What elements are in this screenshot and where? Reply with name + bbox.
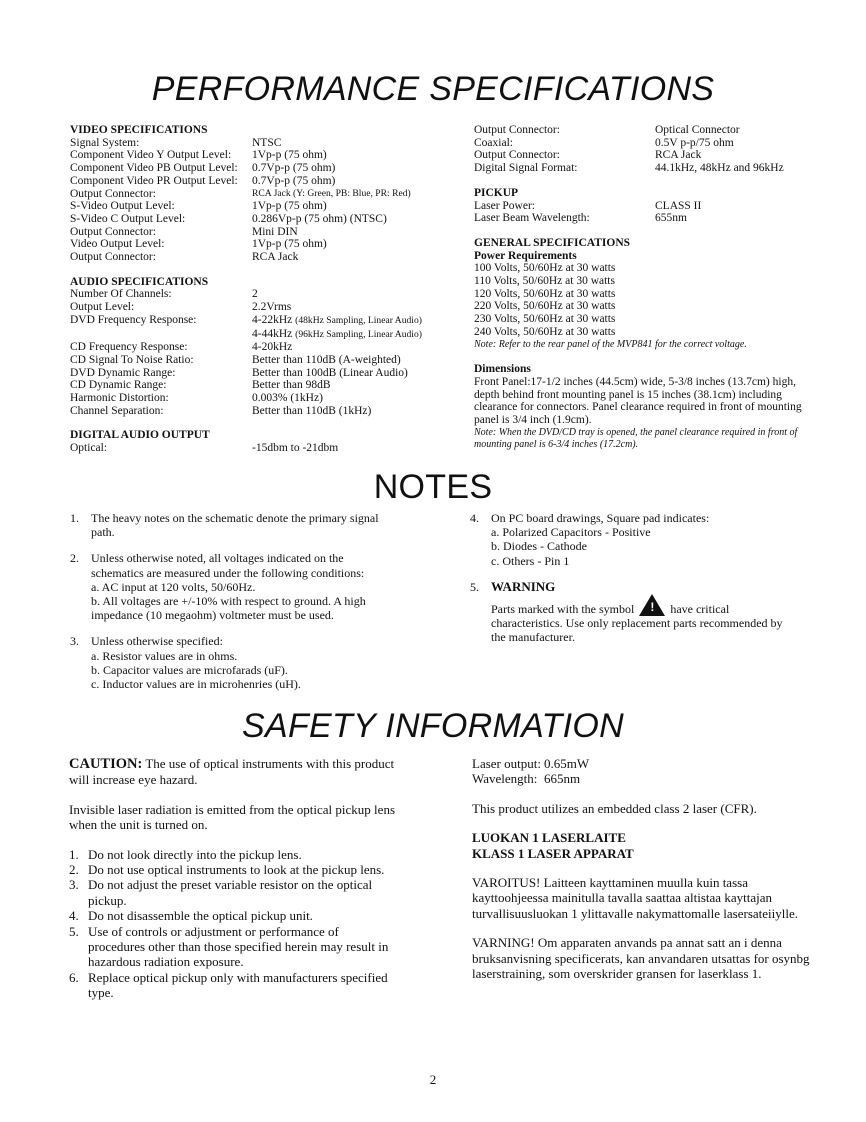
note-item (70, 551, 390, 622)
safety-text: Use of controls or adjustment or performance of procedures other than those specified herein may result in hazardous radiation exposure. (88, 923, 389, 970)
note-line: a. AC input at 120 volts, 50/60Hz. (91, 579, 256, 594)
safety-number: 6. (69, 969, 79, 985)
note-line: b. Capacitor values are microfarads (uF). (91, 662, 288, 677)
note-line: On PC board drawings, Square pad indicates: (491, 511, 710, 525)
warning-triangle-icon (639, 594, 665, 616)
spec-label: Coaxial: (474, 136, 513, 149)
spec-row (70, 392, 460, 405)
spec-label: Digital Signal Format: (474, 162, 578, 175)
warning-text-before: Parts marked with the symbol (491, 602, 635, 617)
spec-row (70, 213, 460, 226)
spec-label: Component Video PB Output Level: (70, 162, 238, 175)
laser-output-row (472, 756, 812, 771)
spec-value: 1Vp-p (75 ohm) (252, 200, 327, 213)
general-heading: GENERAL SPECIFICATIONS (474, 236, 631, 249)
spec-row (70, 341, 460, 354)
caution-text: The use of optical instruments with this product will increase eye hazard. (69, 756, 395, 788)
spec-value: 0.7Vp-p (75 ohm) (252, 162, 336, 175)
digital-heading: DIGITAL AUDIO OUTPUT (70, 429, 210, 442)
audio-heading: AUDIO SPECIFICATIONS (70, 275, 209, 288)
safety-title: SAFETY INFORMATION (242, 707, 624, 745)
safety-list (69, 847, 399, 1001)
spec-value: 0.5V p-p/75 ohm (655, 136, 734, 149)
note-line: a. Resistor values are in ohms. (91, 648, 238, 663)
wavelength-label: Wavelength: (472, 771, 538, 787)
safety-item (69, 970, 399, 1001)
safety-item (69, 924, 399, 970)
spec-value: 1Vp-p (75 ohm) (252, 238, 327, 251)
spec-label: Harmonic Distortion: (70, 392, 169, 405)
spec-label: Channel Separation: (70, 404, 164, 417)
power-heading: Power Requirements (474, 249, 577, 262)
caution-paragraph (69, 756, 399, 788)
spec-value: 0.286Vp-p (75 ohm) (NTSC) (252, 212, 387, 225)
power-note: Note: Refer to the rear panel of the MVP841 for the correct voltage. (474, 338, 747, 350)
warning-title: WARNING (491, 578, 556, 594)
note-item (70, 511, 390, 539)
spec-value: CLASS II (655, 199, 702, 212)
spec-row (70, 137, 460, 150)
safety-item (69, 862, 399, 877)
note-item (470, 511, 790, 568)
note-line: b. All voltages are +/-10% with respect to ground. A high impedance (10 megaohm) voltmeter must be used. (91, 594, 366, 623)
warning-item (470, 580, 790, 645)
spec-value: Better than 110dB (1kHz) (252, 404, 372, 417)
laser-specs (472, 756, 812, 787)
spec-value-main: 4-22kHz (252, 313, 293, 326)
spec-row (474, 200, 804, 213)
warning-symbol: ! (650, 600, 655, 615)
safety-item (69, 908, 399, 923)
spec-label: Component Video Y Output Level: (70, 149, 232, 162)
power-line: 220 Volts, 50/60Hz at 30 watts (474, 300, 616, 313)
spec-label: DVD Frequency Response: (70, 313, 197, 326)
spec-value: NTSC (252, 136, 282, 149)
varoitus-paragraph: VAROITUS! Laitteen kayttaminen muulla kuin tassa kayttoohjeessa mainitulla tavalla saattaa altistaa kayttajan turvallisuusluokan 1 ylittavalle nakymattomalle lasersateiiylle. (472, 875, 798, 921)
spec-row (70, 238, 460, 251)
spec-value: RCA Jack (252, 251, 299, 264)
klass-title: KLASS 1 LASER APPARAT (472, 845, 634, 861)
spec-label: Output Connector: (474, 149, 560, 162)
note-item (70, 634, 390, 691)
warning-body (491, 580, 790, 645)
spec-row (70, 175, 460, 188)
spec-row (70, 188, 460, 201)
spec-row (70, 367, 460, 380)
safety-text: Do not look directly into the pickup lens. (88, 846, 302, 862)
spec-value-note: (48kHz Sampling, Linear Audio) (295, 314, 422, 326)
dimensions-text: Front Panel:17-1/2 inches (44.5cm) wide, 5-3/8 inches (13.7cm) high, depth behind front mounting panel is 15 inches (38.1cm) including clearance for connectors. Panel clearance required in front of mounting panel is 3/4 inch (1.9cm). (474, 375, 802, 427)
note-line: c. Others - Pin 1 (491, 553, 570, 568)
spacer (474, 175, 804, 187)
notes-right-column (470, 511, 790, 657)
spec-row (70, 162, 460, 175)
spec-value-main: 4-44kHz (252, 327, 293, 340)
note-line: a. Polarized Capacitors - Positive (491, 525, 651, 540)
spec-row (70, 251, 460, 264)
note-line: c. Inductor values are in microhenries (uH). (91, 677, 301, 692)
right-spec-column (474, 124, 804, 452)
safety-text: Do not adjust the preset variable resistor on the optical pickup. (88, 877, 373, 908)
invisible-laser-paragraph: Invisible laser radiation is emitted from the optical pickup lens when the unit is turned on. (69, 801, 395, 833)
spec-value: -15dbm to -21dbm (252, 442, 339, 455)
note-number: 3. (70, 634, 79, 649)
spec-value: 2 (252, 288, 258, 301)
safety-text: Replace optical pickup only with manufacturers specified type. (88, 969, 388, 1001)
spec-label: Output Connector: (70, 187, 156, 200)
page-number: 2 (429, 1072, 437, 1087)
spec-row (70, 301, 460, 314)
spec-row (474, 162, 804, 175)
safety-item (69, 847, 399, 862)
spacer (70, 417, 460, 429)
note-body (91, 511, 390, 539)
safety-text: Do not disassemble the optical pickup unit. (88, 908, 313, 924)
left-spec-column (70, 124, 460, 455)
spec-label: DVD Dynamic Range: (70, 366, 176, 379)
spec-row (474, 149, 804, 162)
spec-label: S-Video C Output Level: (70, 212, 186, 225)
safety-number: 2. (69, 862, 79, 878)
spec-row (70, 442, 460, 455)
spec-label: S-Video Output Level: (70, 200, 175, 213)
spec-label: Video Output Level: (70, 238, 165, 251)
safety-number: 1. (69, 846, 79, 862)
spec-label: Number Of Channels: (70, 288, 172, 301)
power-line: 110 Volts, 50/60Hz at 30 watts (474, 275, 615, 288)
spec-label: Laser Beam Wavelength: (474, 212, 590, 225)
note-body (91, 551, 390, 622)
power-line: 100 Volts, 50/60Hz at 30 watts (474, 262, 616, 275)
spec-value: 2.2Vrms (252, 301, 292, 314)
notes-title: NOTES (373, 468, 493, 506)
notes-left-column (70, 511, 390, 703)
spec-value: Better than 98dB (252, 379, 331, 392)
note-body (91, 634, 390, 691)
spec-label: Optical: (70, 442, 108, 455)
wavelength-row (472, 771, 812, 786)
luokan-heading-block (472, 830, 812, 861)
dimensions-heading: Dimensions (474, 363, 531, 376)
spec-label: CD Frequency Response: (70, 341, 188, 354)
spec-row (70, 379, 460, 392)
laser-output-value: 0.65mW (544, 756, 590, 771)
power-line: 230 Volts, 50/60Hz at 30 watts (474, 313, 616, 326)
spec-value (252, 314, 422, 328)
note-body (491, 511, 790, 568)
spec-value: RCA Jack (655, 149, 702, 162)
video-heading: VIDEO SPECIFICATIONS (70, 124, 208, 136)
luokan-title: LUOKAN 1 LASERLAITE (472, 830, 626, 846)
spec-value-note: (96kHz Sampling, Linear Audio) (295, 328, 422, 340)
spec-value: 4-20kHz (252, 341, 293, 354)
safety-right-column (472, 756, 812, 995)
spacer (474, 351, 804, 363)
spacer (474, 225, 804, 237)
power-line: 120 Volts, 50/60Hz at 30 watts (474, 287, 616, 300)
safety-number: 3. (69, 877, 79, 893)
spec-label: CD Signal To Noise Ratio: (70, 353, 194, 366)
note-number: 4. (470, 511, 479, 525)
spec-value: 0.003% (1kHz) (252, 392, 323, 405)
note-number: 5. (470, 579, 479, 594)
note-line: Unless otherwise noted, all voltages indicated on the schematics are measured under the following conditions: (91, 551, 365, 580)
spec-label: Output Connector: (70, 225, 156, 238)
varning-paragraph: VARNING! Om apparaten anvands pa annat satt an i denna bruksanvisning specificerats, kan anvandaren utsattas for osynbg laserstraining, som overskrider gransen for laserklass 1. (472, 935, 810, 982)
safety-text: Do not use optical instruments to look at the pickup lens. (88, 862, 385, 878)
spec-value: 1Vp-p (75 ohm) (252, 149, 327, 162)
spec-value: RCA Jack (Y: Green, PB: Blue, PR: Red) (252, 187, 411, 199)
embedded-laser-paragraph: This product utilizes an embedded class 2 laser (CFR). (472, 800, 757, 816)
spec-row (474, 137, 804, 150)
performance-title: PERFORMANCE SPECIFICATIONS (151, 70, 715, 108)
caution-label: CAUTION: (69, 756, 143, 772)
spec-label: Output Connector: (474, 124, 560, 136)
note-line: Unless otherwise specified: (91, 634, 223, 649)
audio-rows (70, 288, 460, 417)
spec-row (70, 149, 460, 162)
spec-value: Better than 110dB (A-weighted) (252, 353, 401, 366)
spec-value (252, 328, 422, 342)
pickup-heading: PICKUP (474, 186, 519, 199)
spec-value: Better than 100dB (Linear Audio) (252, 366, 408, 379)
spec-value: 44.1kHz, 48kHz and 96kHz (655, 162, 784, 175)
spec-row (70, 354, 460, 367)
spec-row (70, 328, 460, 342)
safety-number: 5. (69, 923, 79, 939)
spec-label: Component Video PR Output Level: (70, 174, 238, 187)
safety-item (69, 877, 399, 908)
spec-row (70, 314, 460, 328)
safety-number: 4. (69, 908, 79, 924)
laser-output-label: Laser output: (472, 756, 541, 771)
video-rows (70, 137, 460, 264)
spec-value: Mini DIN (252, 225, 298, 238)
digital-output-rows (474, 124, 804, 175)
spec-label: Output Connector: (70, 251, 156, 264)
safety-left-column (69, 756, 399, 1001)
spec-label (70, 328, 252, 342)
spacer (70, 264, 460, 276)
spec-row (70, 288, 460, 301)
warning-text (491, 594, 790, 645)
spec-value: 0.7Vp-p (75 ohm) (252, 174, 336, 187)
spec-label: Laser Power: (474, 199, 535, 212)
spec-row (474, 212, 804, 225)
dimensions-note: Note: When the DVD/CD tray is opened, the panel clearance required in front of mounting panel is 6-3/4 inches (17.2cm). (474, 426, 798, 451)
note-number: 1. (70, 511, 79, 525)
spec-label: Signal System: (70, 136, 140, 149)
wavelength-value: 665nm (544, 771, 581, 787)
note-line: b. Diodes - Cathode (491, 539, 587, 554)
spec-row (70, 200, 460, 213)
spec-label: Output Level: (70, 301, 135, 314)
spec-label: CD Dynamic Range: (70, 379, 167, 392)
note-line: The heavy notes on the schematic denote the primary signal path. (91, 511, 379, 540)
spec-row (70, 405, 460, 418)
note-number: 2. (70, 551, 79, 566)
warning-text-after: have critical characteristics. Use only replacement parts recommended by the manufacturer. (491, 602, 783, 645)
spec-row (474, 124, 804, 137)
spec-row (70, 226, 460, 239)
power-line: 240 Volts, 50/60Hz at 30 watts (474, 325, 616, 338)
spec-value: 655nm (655, 212, 687, 225)
spec-value: Optical Connector (655, 124, 740, 136)
